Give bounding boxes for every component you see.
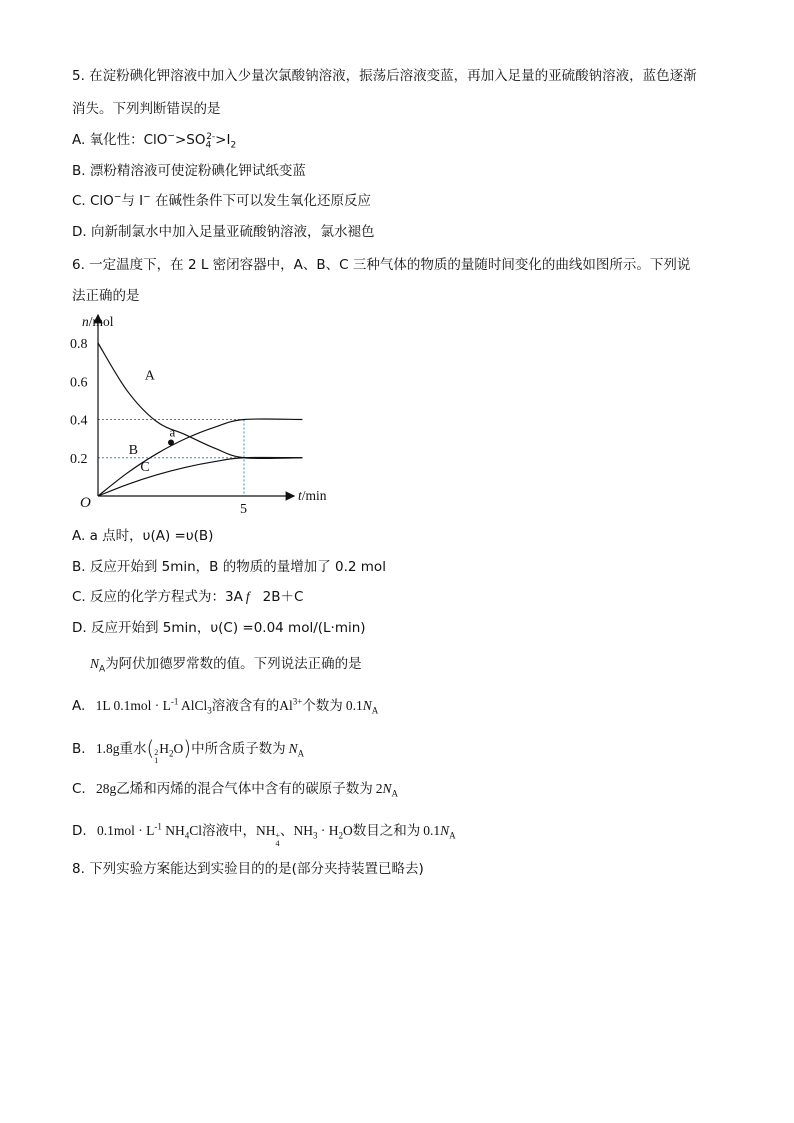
q6-stem-line2: 法正确的是 bbox=[72, 288, 140, 304]
q8-stem: 8. 下列实验方案能达到实验目的的是(部分夹持装置已略去) bbox=[72, 861, 424, 877]
q7-stem: $N_A$为阿伏加德罗常数的值。下列说法正确的是 bbox=[90, 656, 362, 675]
concentration-time-chart bbox=[62, 311, 332, 516]
q7-option-d: D. $0.1mol \cdot L^{-1}$ $NH_4Cl$溶液中，NH + 4 、$NH_3 \cdot H_2O$数目之和为 $0.1N_A$ bbox=[72, 821, 456, 848]
q7-option-b: B. 1.8g重水( 2 1 $H_2O$)中所含质子数为 $N_A$ bbox=[72, 736, 305, 765]
series-c-curve bbox=[98, 457, 302, 496]
series-c-label: C bbox=[140, 460, 150, 476]
y-tick-label: 0.4 bbox=[70, 413, 88, 429]
q7-option-c: C. 28g乙烯和丙烯的混合气体中含有的碳原子数为 $2N_A$ bbox=[72, 781, 399, 799]
x-axis-label: t/min bbox=[298, 488, 327, 503]
q5-stem-line1: 5. 在淀粉碘化钾溶液中加入少量次氯酸钠溶液，振荡后溶液变蓝，再加入足量的亚硫酸钠溶液，蓝色逐渐 bbox=[72, 68, 697, 84]
y-tick-label: 0.6 bbox=[70, 375, 88, 391]
x-tick-label: 5 bbox=[240, 502, 247, 516]
point-a-label: a bbox=[169, 424, 176, 440]
intersection-point-a bbox=[168, 439, 174, 445]
q5-stem-line2: 消失。下列判断错误的是 bbox=[72, 101, 221, 117]
series-a-curve bbox=[98, 343, 302, 458]
q5-option-c: C. ClO−与 I− 在碱性条件下可以发生氧化还原反应 bbox=[72, 192, 371, 209]
q6-option-a: A. a 点时，υ(A) =υ(B) bbox=[72, 528, 214, 544]
y-tick-label: 0.2 bbox=[70, 451, 88, 467]
q6-option-d: D. 反应开始到 5min，υ(C) =0.04 mol/(L·min) bbox=[72, 620, 366, 636]
q7-option-a: A. 1L $0.1mol \cdot L^{-1}$ AlCl$_3$溶液含有的$Al^{3+}$个数为 $0.1N_A$ bbox=[72, 696, 379, 716]
q5-option-b: B. 漂粉精溶液可使淀粉碘化钾试纸变蓝 bbox=[72, 163, 306, 179]
q6-option-b: B. 反应开始到 5min，B 的物质的量增加了 0.2 mol bbox=[72, 559, 386, 575]
q6-option-c: C. 反应的化学方程式为：3A f 2B＋C bbox=[72, 589, 304, 605]
series-b-label: B bbox=[128, 442, 139, 458]
q6-stem-line1: 6. 一定温度下，在 2 L 密闭容器中，A、B、C 三种气体的物质的量随时间变化的曲线如图所示。下列说 bbox=[72, 257, 691, 273]
y-tick-label: 0.8 bbox=[70, 337, 88, 352]
y-axis-label: n/mol bbox=[82, 314, 114, 329]
series-a-label: A bbox=[144, 368, 155, 384]
q5-option-a: A. 氧化性：$ClO^->SO_4^{2-}>I_2$ bbox=[72, 131, 237, 151]
origin-label: O bbox=[80, 495, 91, 511]
q5-option-d: D. 向新制氯水中加入足量亚硫酸钠溶液，氯水褪色 bbox=[72, 224, 375, 240]
